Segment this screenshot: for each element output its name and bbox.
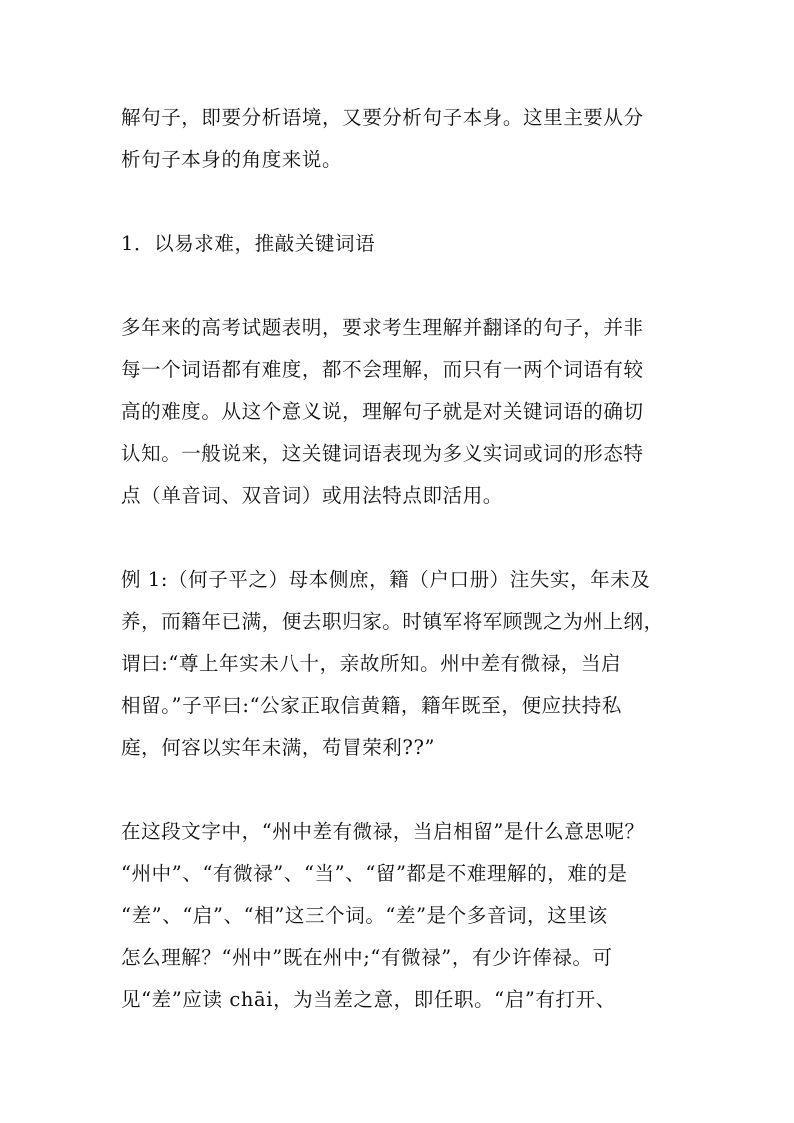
example-line-3: 谓曰:“尊上年实未八十，亲故所知。州中差有微禄，当启 xyxy=(121,652,622,675)
example-line-2: 养，而籍年已满，便去职归家。时镇军将军顾觊之为州上纲， xyxy=(121,610,664,633)
analysis-line-2: “州中”、“有微禄”、“当”、“留”都是不难理解的，难的是 xyxy=(121,862,628,885)
analysis-line-4: 怎么理解？“州中”既在州中;“有微禄”，有少许俸禄。可 xyxy=(121,946,613,969)
section-heading: 1．以易求难，推敲关键词语 xyxy=(121,232,376,255)
analysis-line-5: 见“差”应读 chāi，为当差之意，即任职。“启”有打开、 xyxy=(121,988,616,1011)
paragraph-2-line-5: 点（单音词、双音词）或用法特点即活用。 xyxy=(121,484,503,507)
example-line-4: 相留。”子平曰:“公家正取信黄籍，籍年既至，便应扶持私 xyxy=(121,694,622,717)
paragraph-2-line-4: 认知。一般说来，这关键词语表现为多义实词或词的形态特 xyxy=(121,442,644,465)
analysis-line-1: 在这段文字中，“州中差有微禄，当启相留”是什么意思呢？ xyxy=(121,820,645,843)
example-line-1: 例 1:（何子平之）母本侧庶，籍（户口册）注失实，年未及 xyxy=(121,568,651,591)
paragraph-2-line-3: 高的难度。从这个意义说，理解句子就是对关键词语的确切 xyxy=(121,400,644,423)
analysis-line-3: “差”、“启”、“相”这三个词。“差”是个多音词，这里该 xyxy=(121,904,608,927)
paragraph-1-line-1: 解句子，即要分析语境，又要分析句子本身。这里主要从分 xyxy=(121,106,644,129)
example-line-5: 庭，何容以实年未满，苟冒荣利??” xyxy=(121,736,436,759)
paragraph-2-line-1: 多年来的高考试题表明，要求考生理解并翻译的句子，并非 xyxy=(121,316,644,339)
paragraph-2-line-2: 每一个词语都有难度，都不会理解，而只有一两个词语有较 xyxy=(121,358,644,381)
paragraph-1-line-2: 析句子本身的角度来说。 xyxy=(121,148,343,171)
